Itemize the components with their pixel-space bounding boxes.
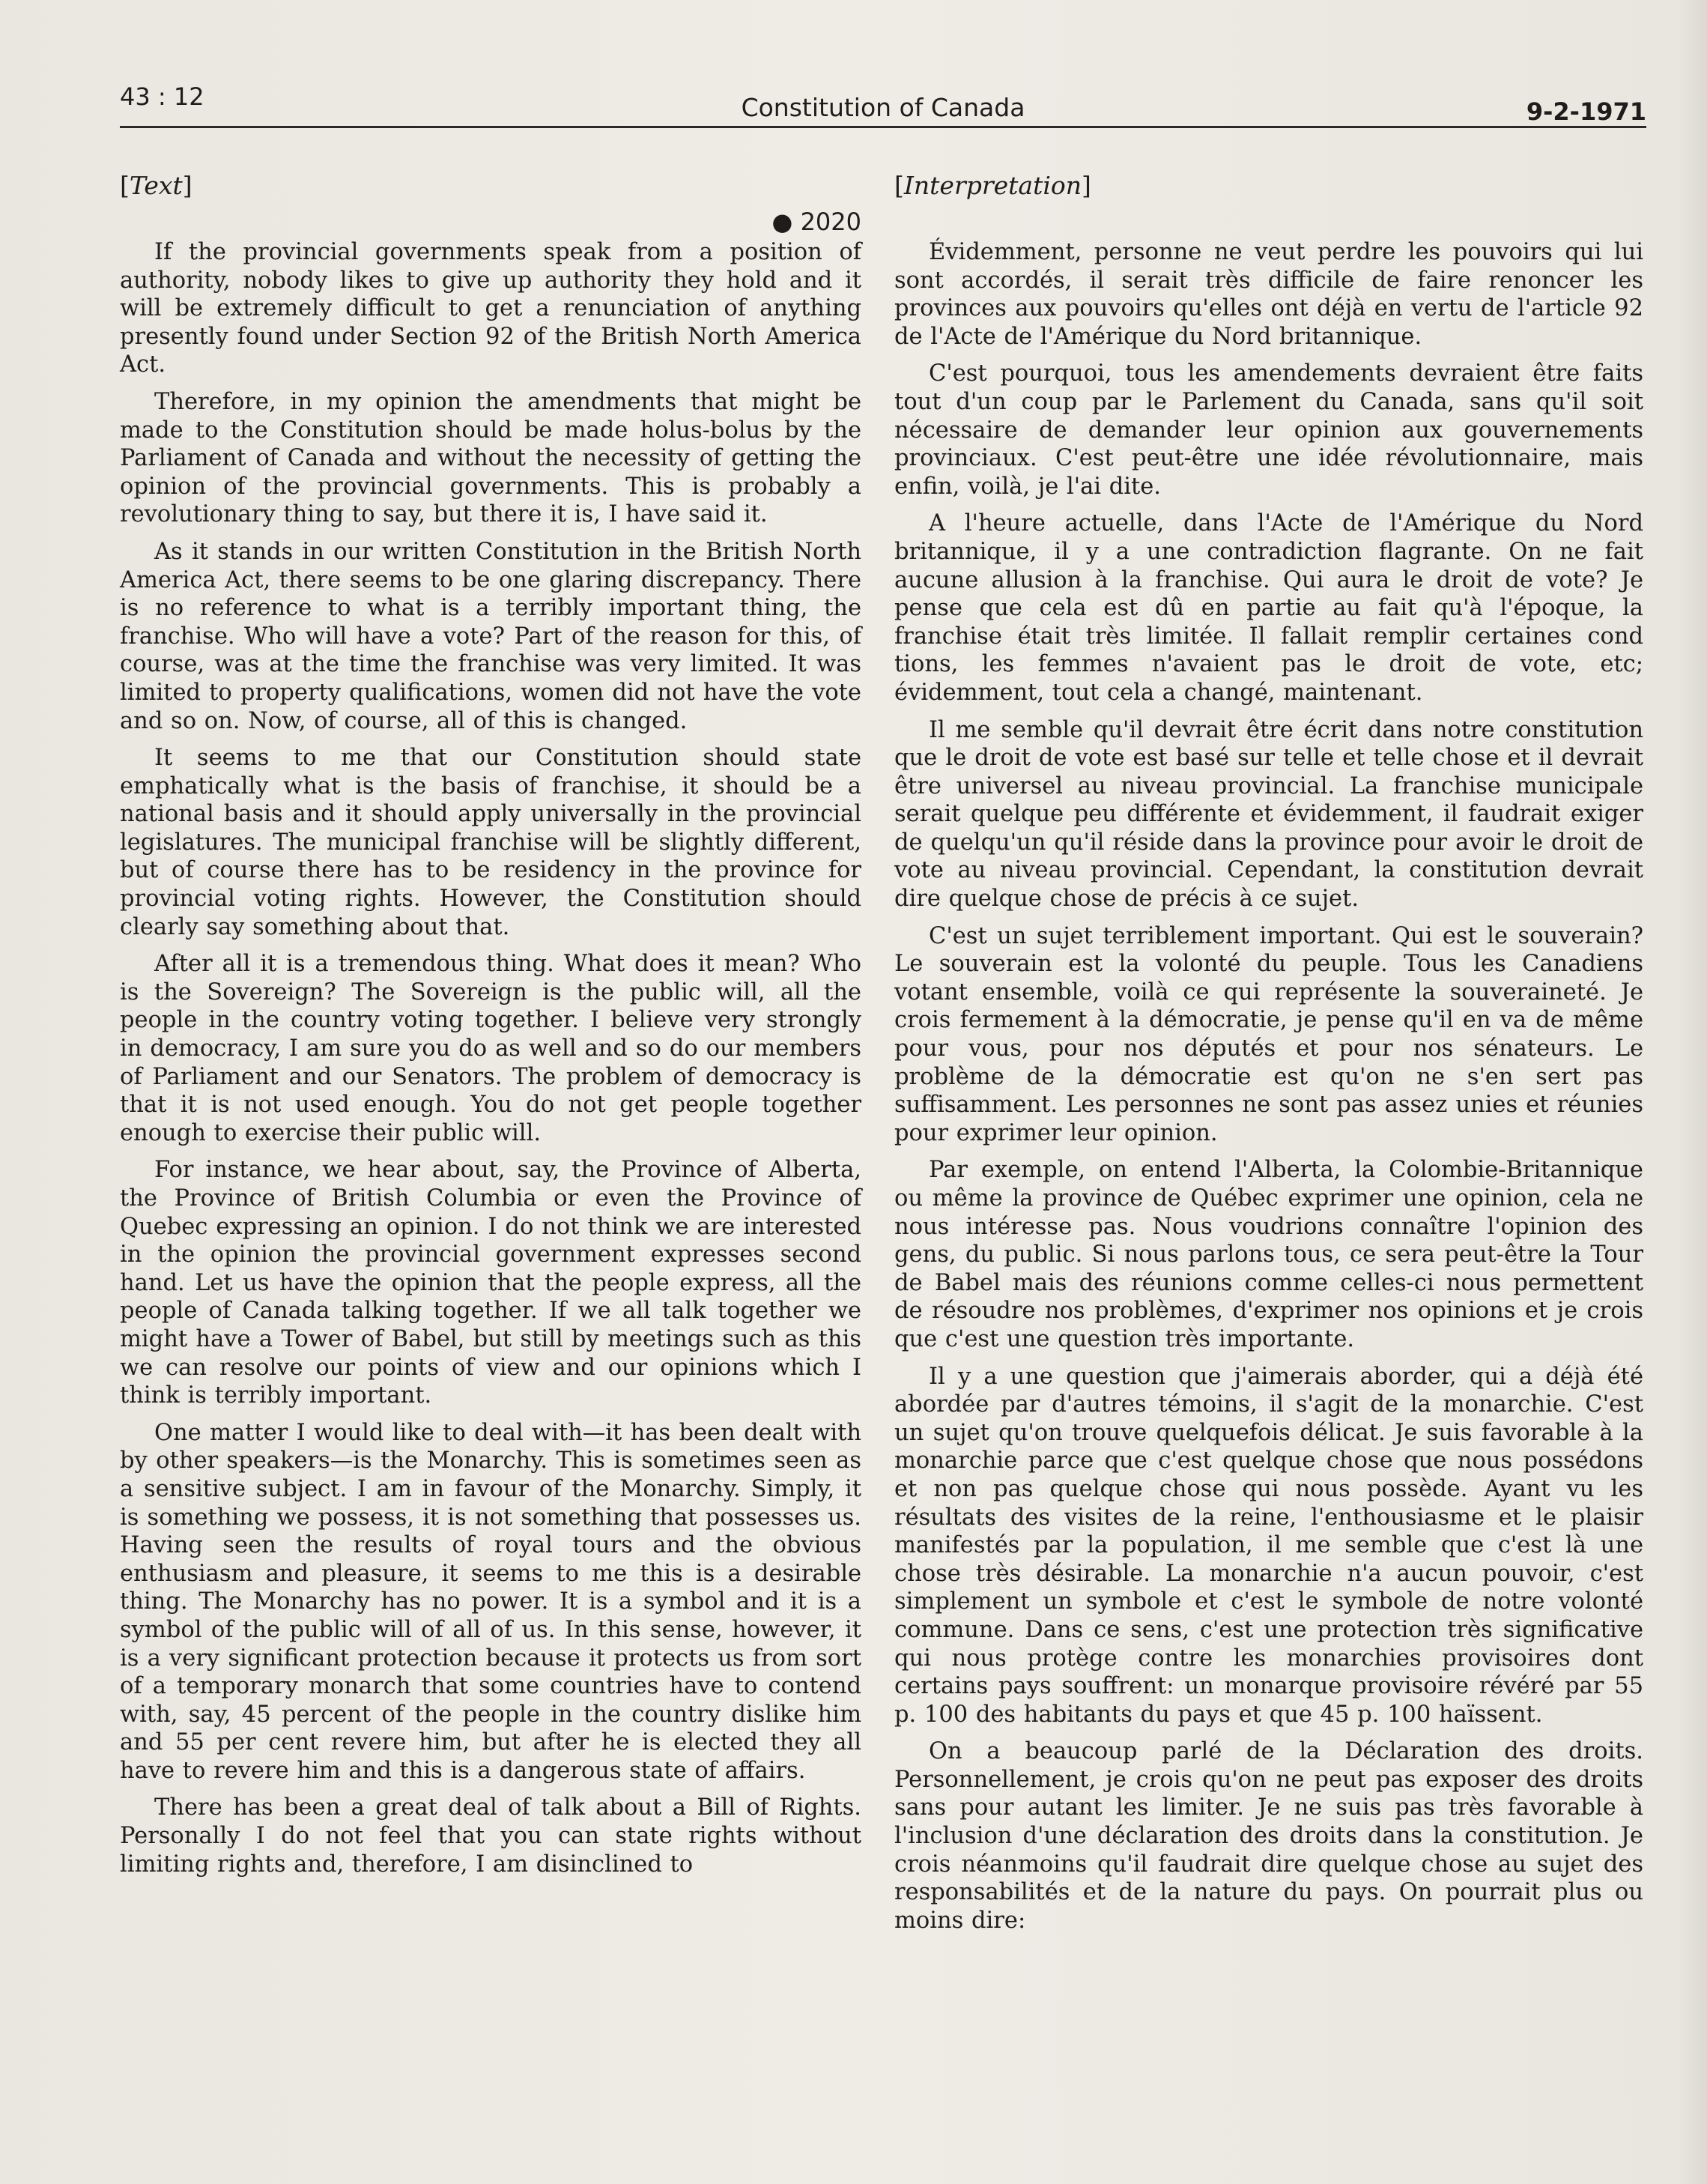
paragraph: Par exemple, on entend l'Alberta, la Colombie-Britannique ou même la province de Québec exprimer une opinion, cela ne nous intéresse pas. Nous voudrions connaître l'opinion des gens, du public. Si nous parlons tous, ce sera peut-être la Tour de Babel mais des réunions comme celles-ci nous permettent de résoudre nos problèmes, d'exprimer nos opinions et je crois que c'est une question très importante.	[894, 1157, 1643, 1352]
column-label: [Text]	[120, 171, 192, 200]
paragraph: There has been a great deal of talk about a Bill of Rights. Personally I do not feel that you can state rights without limiting rights and, therefore, I am disinclined to	[120, 1794, 861, 1878]
column-label: [Interpretation]	[894, 171, 1091, 200]
paragraph: Il y a une question que j'aimerais aborder, qui a déjà été abordée par d'autres témoins, il s'agit de la monarchie. C'est un sujet qu'on trouve quelquefois délicat. Je suis favorable à la monarchie parce que c'est quelque chose que nous possédons et non pas quelque chose qui nous possède. Ayant vu les résultats des visites de la reine, l'enthousiasme et le plaisir manifestés par la population, il me semble que c'est là une chose très désirable. La monarchie n'a aucun pouvoir, c'est simplement un symbole et c'est le symbole de notre volonté commune. Dans ce sens, c'est une protection très significative qui nous protège contre les monarchies provisoires dont certains pays souffrent: un monarque provisoire révéré par 55 p. 100 des habitants du pays et que 45 p. 100 haïssent.	[894, 1363, 1643, 1728]
paragraph: A l'heure actuelle, dans l'Acte de l'Amérique du Nord britannique, il y a une contradiction flagrante. On ne fait aucune allusion à la franchise. Qui aura le droit de vote? Je pense que cela est dû en partie au fait qu'à l'époque, la franchise était très limitée. Il fallait remplir certaines cond tions, les femmes n'avaient pas le droit de vote, etc; évidemment, tout cela a changé, maintenant.	[894, 510, 1643, 706]
paragraph: After all it is a tremendous thing. What does it mean? Who is the Sovereign? The Sovereign is the public will, all the people in the country voting together. I believe very strongly in democracy, I am sure you do as well and so do our members of Parliament and our Senators. The problem of democracy is that it is not used enough. You do not get people together enough to exercise their public will.	[120, 951, 861, 1146]
paragraph: C'est pourquoi, tous les amendements devraient être faits tout d'un coup par le Parlement du Canada, sans qu'il soit nécessaire de demander leur opinion aux gouvernements provinciaux. C'est peut-être une idée révolutionnaire, mais enfin, voilà, je l'ai dite.	[894, 360, 1643, 500]
page-header	[120, 81, 1646, 128]
paragraph: C'est un sujet terriblement important. Qui est le souverain? Le souverain est la volonté du peuple. Tous les Canadiens votant ensemble, voilà ce qui représente la souveraineté. Je crois fermement à la démocratie, je pense qu'il en va de même pour vous, pour nos députés et pour nos sénateurs. Le problème de la démocratie est qu'on ne s'en sert pas suffisamment. Les personnes ne sont pas assez unies et réunies pour exprimer leur opinion.	[894, 922, 1643, 1146]
header-date: 9-2-1971	[1526, 97, 1646, 126]
paragraph: Il me semble qu'il devrait être écrit dans notre constitution que le droit de vote est basé sur telle et telle chose et il devrait être universel au niveau provincial. La franchise municipale serait quelque peu différente et évidemment, il faudrait exiger de quelqu'un qu'il réside dans la province pour avoir le droit de vote au niveau provincial. Cependant, la constitution devrait dire quelque chose de précis à ce sujet.	[894, 716, 1643, 913]
time-marker: ● 2020	[771, 208, 861, 236]
paragraph: One matter I would like to deal with—it has been dealt with by other speakers—is the Monarchy. This is sometimes seen as a sensitive subject. I am in favour of the Monarchy. Simply, it is something we possess, it is not something that possesses us. Having seen the results of royal tours and the obvious enthusiasm and pleasure, it seems to me this is a desirable thing. The Monarchy has no power. It is a symbol and it is a symbol of the public will of all of us. In this sense, however, it is a very significant protection because it protects us from sort of a temporary monarch that some countries have to contend with, say, 45 percent of the people in the country dislike him and 55 per cent revere him, but after he is elected they all have to revere him and this is a dangerous state of affairs.	[120, 1419, 861, 1784]
right-column-interpretation	[894, 171, 1643, 1943]
paragraph: Évidemment, personne ne veut perdre les pouvoirs qui lui sont accordés, il serait très difficile de faire renoncer les provinces aux pouvoirs qu'elles ont déjà en vertu de l'article 92 de l'Acte de l'Amérique du Nord britannique.	[894, 239, 1643, 350]
paragraph: Therefore, in my opinion the amendments that might be made to the Constitution should be made holus-bolus by the Parliament of Canada and without the necessity of getting the opinion of the provincial governments. This is probably a revolutionary thing to say, but there it is, I have said it.	[120, 388, 861, 528]
page-number: 43 : 12	[120, 82, 204, 111]
paragraph: On a beaucoup parlé de la Déclaration des droits. Personnellement, je crois qu'on ne peut pas exposer des droits sans pour autant les limiter. Je ne suis pas très favorable à l'inclusion d'une déclaration des droits dans la constitution. Je crois néanmoins qu'il faudrait dire quelque chose au sujet des responsabilités et de la nature du pays. On pourrait plus ou moins dire:	[894, 1738, 1643, 1934]
column-spacer	[894, 205, 1643, 238]
running-title: Constitution of Canada	[741, 93, 1025, 122]
paragraph: For instance, we hear about, say, the Province of Alberta, the Province of British Columbia or even the Province of Quebec expressing an opinion. I do not think we are interested in the opinion the provincial government expresses second hand. Let us have the opinion that the people express, all the people of Canada talking together. If we all talk together we might have a Tower of Babel, but still by meetings such as this we can resolve our points of view and our opinions which I think is terribly important.	[120, 1157, 861, 1409]
page-edge-shadow	[1677, 0, 1707, 2184]
paragraph: It seems to me that our Constitution should state emphatically what is the basis of franchise, it should be a national basis and it should apply universally in the provincial legislatures. The municipal franchise will be slightly different, but of course there has to be residency in the province for provincial voting rights. However, the Constitution should clearly say something about that.	[120, 745, 861, 940]
paragraph: As it stands in our written Constitution in the British North America Act, there seems to be one glaring discrepancy. There is no reference to what is a terribly important thing, the franchise. Who will have a vote? Part of the reason for this, of course, was at the time the franchise was very limited. It was limited to property qualifications, women did not have the vote and so on. Now, of course, all of this is changed.	[120, 538, 861, 734]
paragraph: If the provincial governments speak from a position of authority, nobody likes to give up authority they hold and it will be extremely difficult to get a renunciation of anything presently found under Section 92 of the British North America Act.	[120, 239, 861, 378]
left-column-text	[120, 171, 861, 1887]
